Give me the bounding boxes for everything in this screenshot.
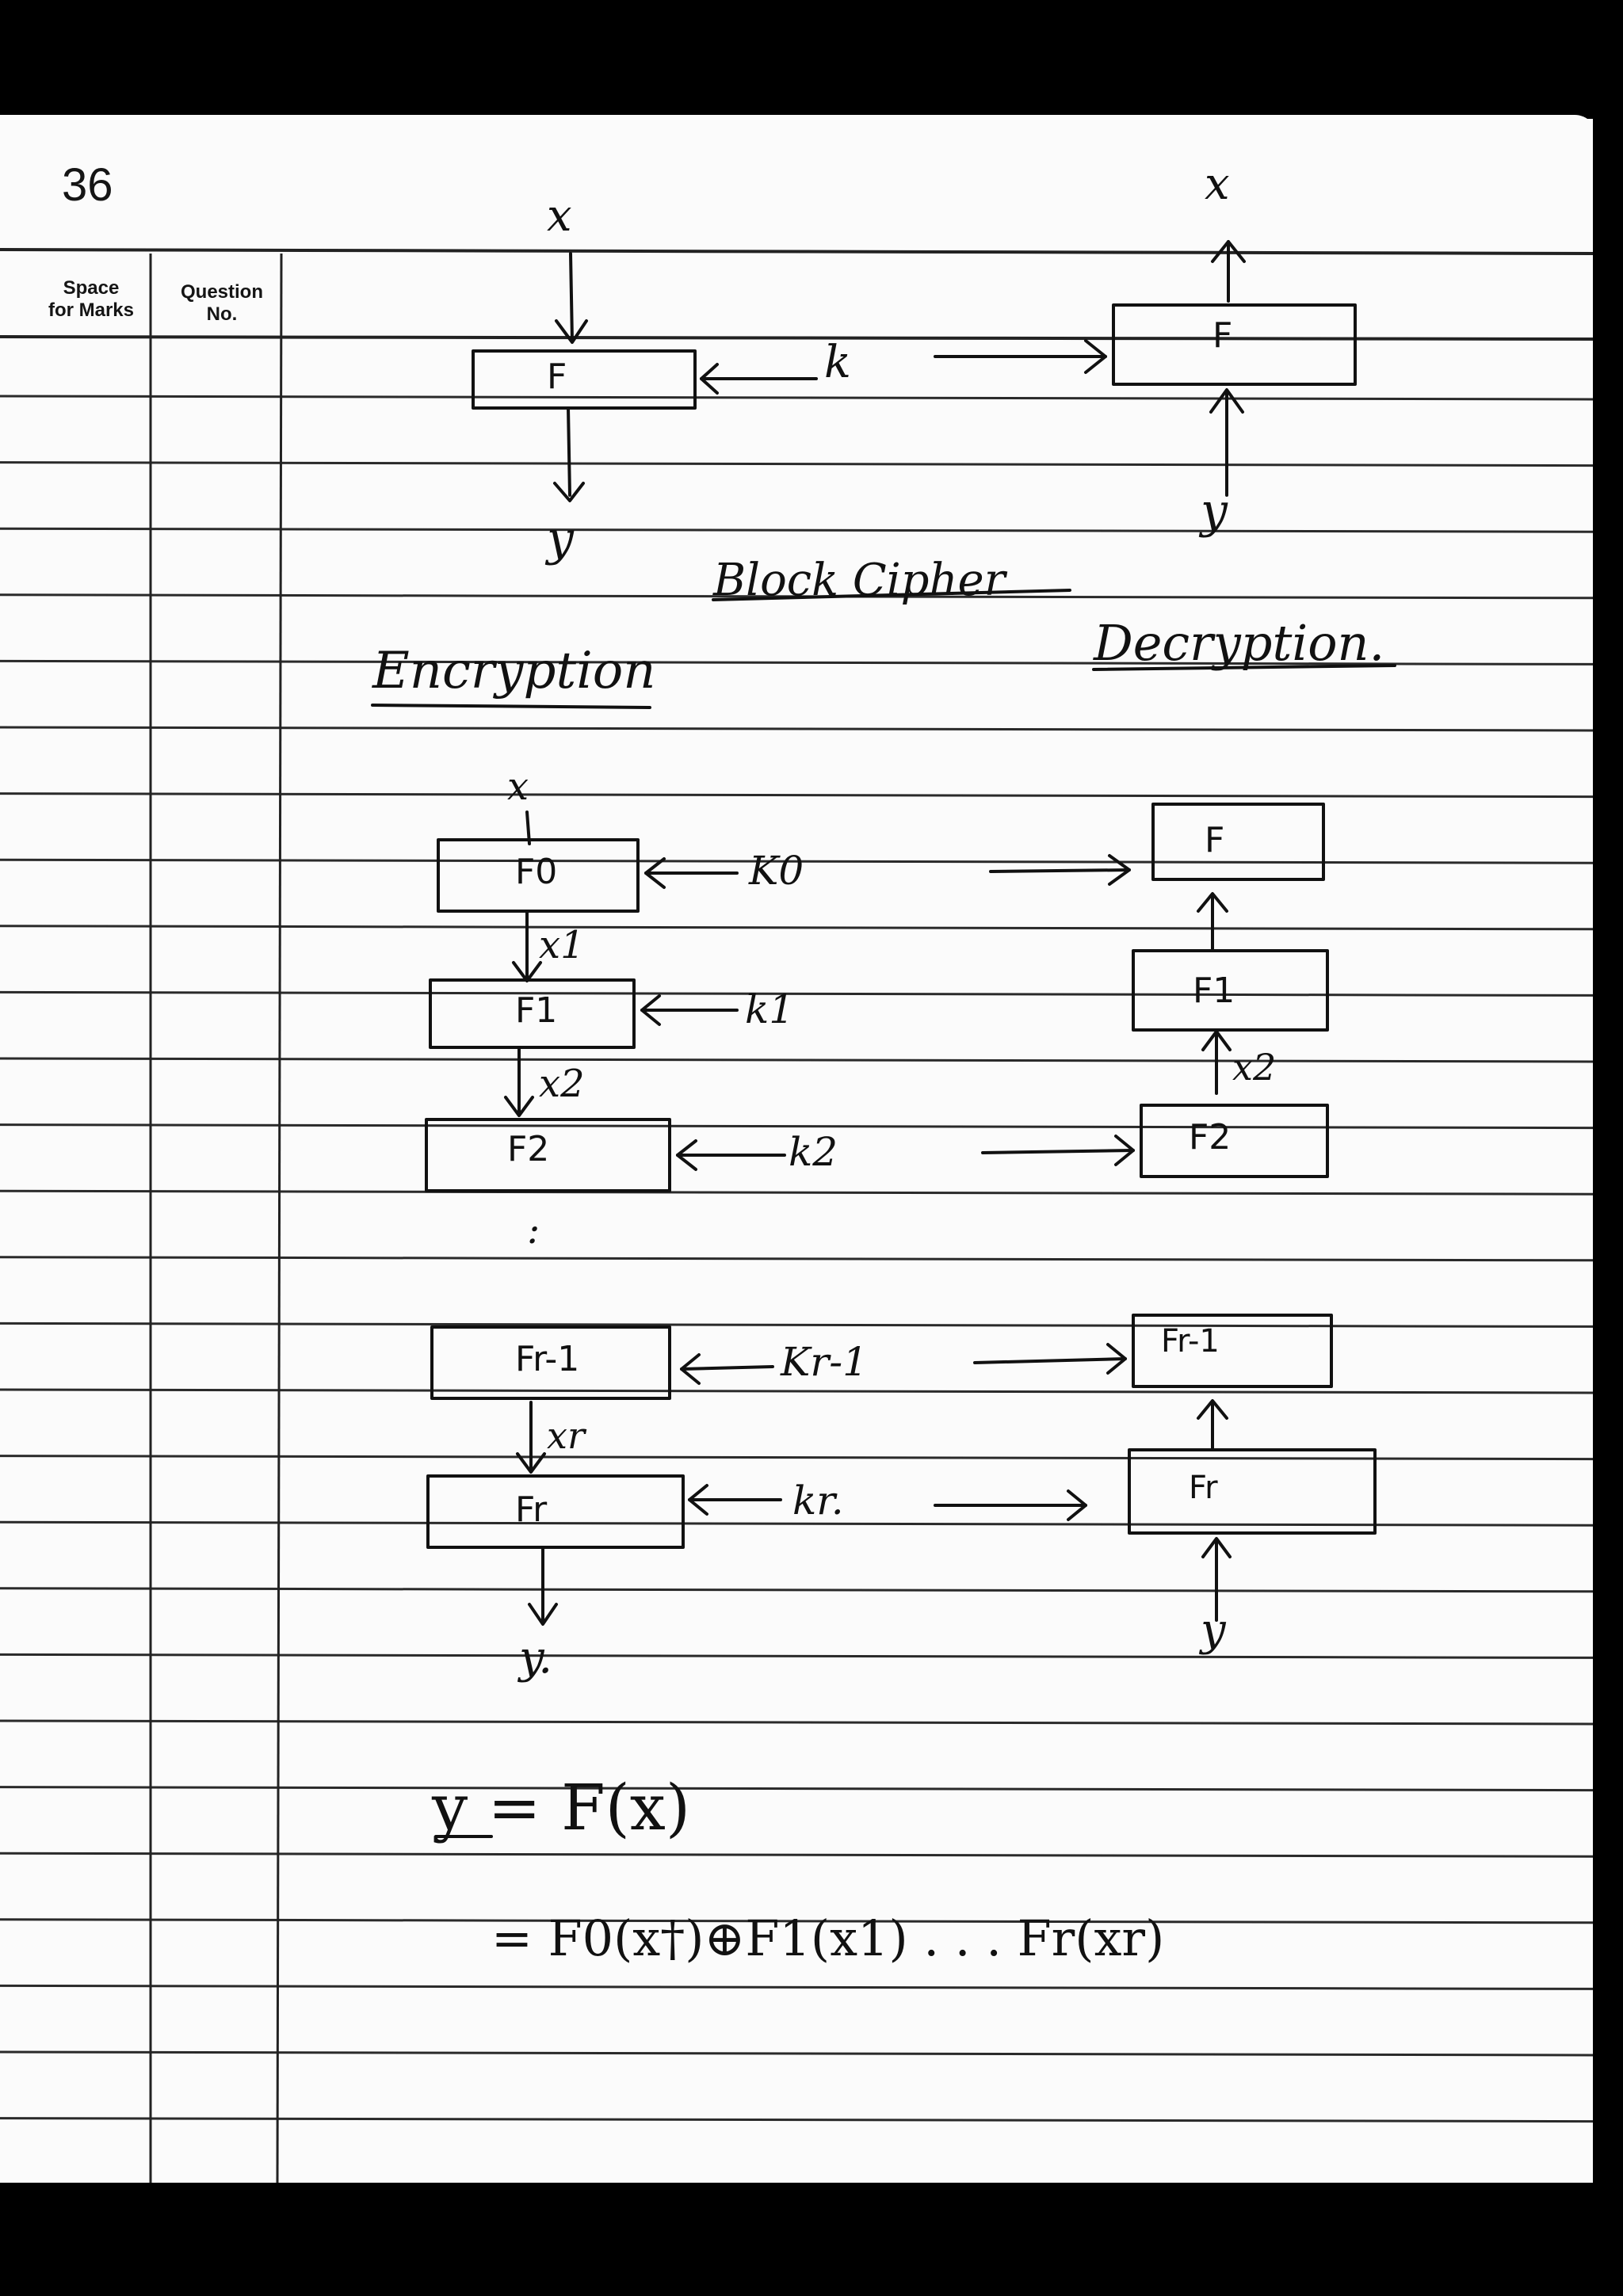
enc-round-key-3: Kr-1 [781,1339,868,1385]
ruled-line [0,528,1593,532]
enc-box-top [473,351,695,408]
ruled-line [0,1058,1593,1062]
dec-round-box-3: Fr-1 [1161,1323,1220,1360]
page-number: 36 [62,159,113,211]
dec-box-label: F [1212,315,1233,356]
dec-round-below-4: y [1201,1604,1226,1656]
dec-box-f2 [1141,1105,1327,1177]
question-header-text: Question No. [180,281,263,325]
ruled-line [0,926,1593,929]
question-column-divider [277,254,281,2183]
equation-line-2: = F0(x†)⊕F1(x1) . . . Fr(xr) [491,1909,1165,1967]
enc-round-next-2: : [527,1208,540,1253]
marks-header-text: Space for Marks [48,277,135,321]
ruled-line [0,1589,1593,1592]
enc-round-key-2: k2 [789,1129,838,1175]
enc-round-key-1: k1 [745,986,795,1032]
dec-box-fr [1129,1450,1375,1533]
dec-round-box-4: Fr [1189,1470,1218,1506]
arrow-enc-output [568,408,570,495]
ruled-line [0,1787,1593,1791]
dec-round-between-1: x2 [1232,1046,1277,1089]
enc-round-key-0: K0 [749,848,804,894]
encryption-label: Encryption [372,642,656,700]
ruled-line [0,2052,1593,2055]
enc-round-next-4: y. [519,1632,552,1684]
equation-line-1: y = F(x) [432,1771,691,1844]
dec-round-box-2: F2 [1189,1117,1232,1158]
enc-box-label: F [547,357,567,397]
header-top-rule [0,250,1593,254]
ruled-line [0,727,1593,730]
ruled-line [0,794,1593,797]
key-label: k [824,337,851,388]
enc-input-label: x [547,190,572,242]
handwritten-diagram [372,242,1395,1836]
ruled-line [0,1456,1593,1459]
enc-box-fr [428,1476,683,1547]
ruled-line [0,1654,1593,1657]
ruled-line [0,1323,1593,1326]
decryption-label: Decryption. [1094,614,1385,672]
ruled-line [0,1257,1593,1261]
question-column-header [162,281,281,326]
arrow-enc-input [571,254,572,341]
marks-column-header [32,277,151,322]
ruled-line [0,1191,1593,1194]
ruled-line [0,1985,1593,1989]
round-input-label: x [507,765,529,809]
dec-box-f [1153,804,1323,879]
ruled-line [0,992,1593,995]
ruled-line [0,1721,1593,1724]
enc-round-next-3: xr [547,1414,585,1457]
ruled-line [0,463,1593,466]
ruled-line [0,396,1593,399]
enc-round-box-4: Fr [515,1489,548,1530]
enc-round-next-1: x2 [539,1062,585,1106]
ruled-line [0,2119,1593,2122]
enc-round-key-4: kr. [792,1478,844,1524]
ruled-line [0,1125,1593,1128]
enc-round-box-0: F0 [515,852,558,892]
dec-round-box-1: F1 [1193,971,1235,1011]
dec-box-top [1113,305,1355,384]
dec-input-label: y [1201,483,1228,539]
block-cipher-title: Block Cipher [713,555,1006,606]
enc-round-next-0: x1 [539,923,585,967]
dec-output-label: x [1205,158,1230,210]
enc-round-box-3: Fr-1 [515,1339,580,1379]
enc-output-label: y [547,511,574,566]
ruled-line [0,1390,1593,1393]
dec-round-box-0: F [1205,820,1225,860]
enc-round-box-2: F2 [507,1129,550,1169]
enc-round-box-1: F1 [515,990,558,1031]
ruled-line [0,1853,1593,1856]
